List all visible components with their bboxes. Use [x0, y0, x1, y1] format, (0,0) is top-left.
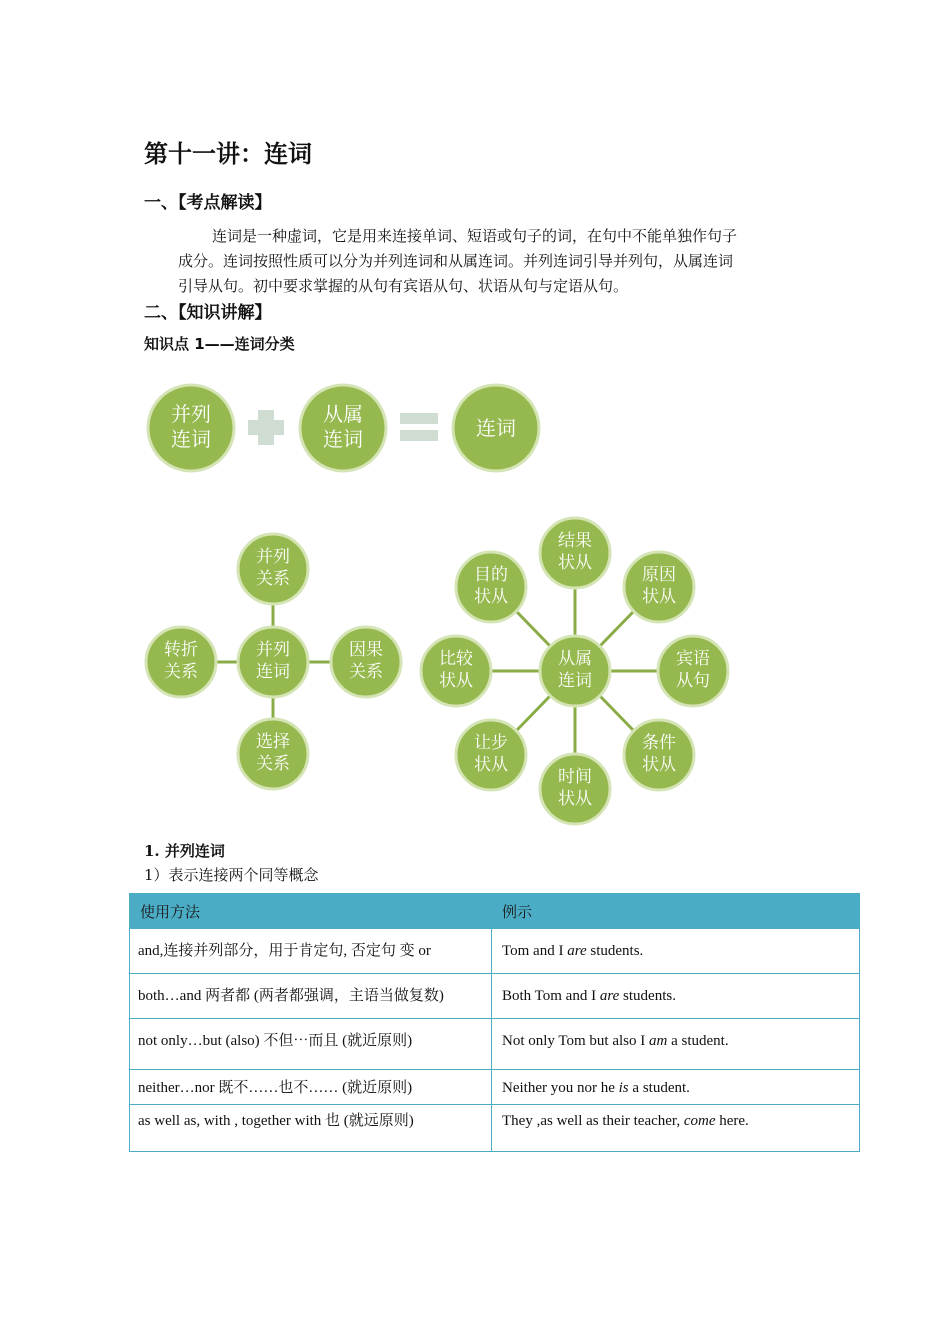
svg-text:状从: 状从 [474, 587, 508, 607]
svg-text:关系: 关系 [256, 569, 290, 589]
svg-text:连词: 连词 [256, 662, 290, 682]
example-cell: They ,as well as their teacher, come here. [492, 1105, 860, 1152]
example-cell: Tom and I are students. [492, 929, 860, 974]
svg-text:连词: 连词 [476, 416, 516, 440]
example-cell: Not only Tom but also I am a student. [492, 1019, 860, 1070]
sub-bottom-node [540, 754, 610, 824]
svg-text:从属: 从属 [558, 649, 592, 669]
eq-result-node [453, 385, 539, 471]
para-line-2: 成分。连词按照性质可以分为并列连词和从属连词。并列连词引导并列句，从属连词 [178, 252, 734, 270]
svg-text:连词: 连词 [323, 427, 363, 451]
svg-text:转折: 转折 [164, 640, 198, 660]
sub-bottom-left-node [456, 720, 526, 790]
svg-text:状从: 状从 [439, 671, 473, 691]
svg-text:状从: 状从 [558, 789, 592, 809]
svg-text:状从: 状从 [642, 755, 676, 775]
coord-center-node [238, 627, 308, 697]
svg-text:关系: 关系 [256, 754, 290, 774]
svg-text:并列: 并列 [256, 547, 290, 567]
svg-text:时间: 时间 [558, 767, 592, 787]
knowledge-point-title: 知识点 1——连词分类 [144, 335, 295, 353]
svg-text:状从: 状从 [474, 755, 508, 775]
coord-top-node [238, 534, 308, 604]
svg-text:从属: 从属 [323, 402, 363, 426]
coord-bottom-node [238, 719, 308, 789]
example-cell: Both Tom and I are students. [492, 974, 860, 1019]
svg-text:并列: 并列 [171, 402, 211, 426]
sub-bottom-right-node [624, 720, 694, 790]
svg-text:关系: 关系 [164, 662, 198, 682]
svg-text:条件: 条件 [642, 733, 676, 753]
eq-subordinating-node [300, 385, 386, 471]
svg-text:比较: 比较 [439, 649, 473, 669]
svg-text:让步: 让步 [474, 733, 508, 753]
svg-text:连词: 连词 [558, 671, 592, 691]
usage-cell: and,连接并列部分，用于肯定句, 否定句 变 or [130, 929, 492, 974]
usage-cell: as well as, with , together with 也 (就远原则) [130, 1105, 492, 1152]
usage-cell: both…and 两者都 (两者都强调，主语当做复数) [130, 974, 492, 1019]
svg-text:状从: 状从 [642, 587, 676, 607]
usage-cell: neither…nor 既不……也不…… (就近原则) [130, 1070, 492, 1105]
svg-text:原因: 原因 [642, 565, 676, 585]
svg-text:连词: 连词 [171, 427, 211, 451]
plus-icon [248, 410, 284, 445]
page-title: 第十一讲：连词 [144, 140, 312, 168]
example-cell: Neither you nor he is a student. [492, 1070, 860, 1105]
coord-right-node [331, 627, 401, 697]
para-line-3: 引导从句。初中要求掌握的从句有宾语从句、状语从句与定语从句。 [178, 277, 629, 295]
table-row [130, 1070, 860, 1105]
conjunction-diagram [0, 370, 950, 840]
table-header-row [130, 894, 860, 929]
intro-paragraph [178, 224, 818, 299]
usage-cell: not only…but (also) 不但⋯而且 (就近原则) [130, 1019, 492, 1070]
sub-top-left-node [456, 552, 526, 622]
header-usage: 使用方法 [130, 894, 492, 929]
header-example: 例示 [492, 894, 860, 929]
svg-text:关系: 关系 [349, 662, 383, 682]
coord-left-node [146, 627, 216, 697]
svg-text:状从: 状从 [558, 553, 592, 573]
eq-coordinating-node [148, 385, 234, 471]
svg-text:目的: 目的 [474, 565, 508, 585]
sub-top-right-node [624, 552, 694, 622]
table-row [130, 929, 860, 974]
section-heading-2: 二、【知识讲解】 [144, 303, 272, 323]
sub-center-node [540, 636, 610, 706]
svg-text:从句: 从句 [676, 671, 710, 691]
sub-left-node [421, 636, 491, 706]
sub-right-node [658, 636, 728, 706]
svg-text:选择: 选择 [256, 732, 290, 752]
table-row [130, 974, 860, 1019]
svg-text:并列: 并列 [256, 640, 290, 660]
para-line-1: 连词是一种虚词，它是用来连接单词、短语或句子的词，在句中不能单独作句子 [212, 227, 738, 245]
part1-subheading: 1）表示连接两个同等概念 [144, 866, 319, 884]
table-row [130, 1105, 860, 1152]
part1-heading: 1. 并列连词 [144, 842, 225, 860]
coordinating-conjunction-table [129, 893, 860, 1152]
equals-icon [400, 413, 438, 441]
svg-text:因果: 因果 [349, 640, 383, 660]
svg-text:结果: 结果 [558, 531, 592, 551]
section-heading-1: 一、【考点解读】 [144, 193, 272, 213]
svg-text:宾语: 宾语 [676, 649, 710, 669]
sub-top-node [540, 518, 610, 588]
table-row [130, 1019, 860, 1070]
